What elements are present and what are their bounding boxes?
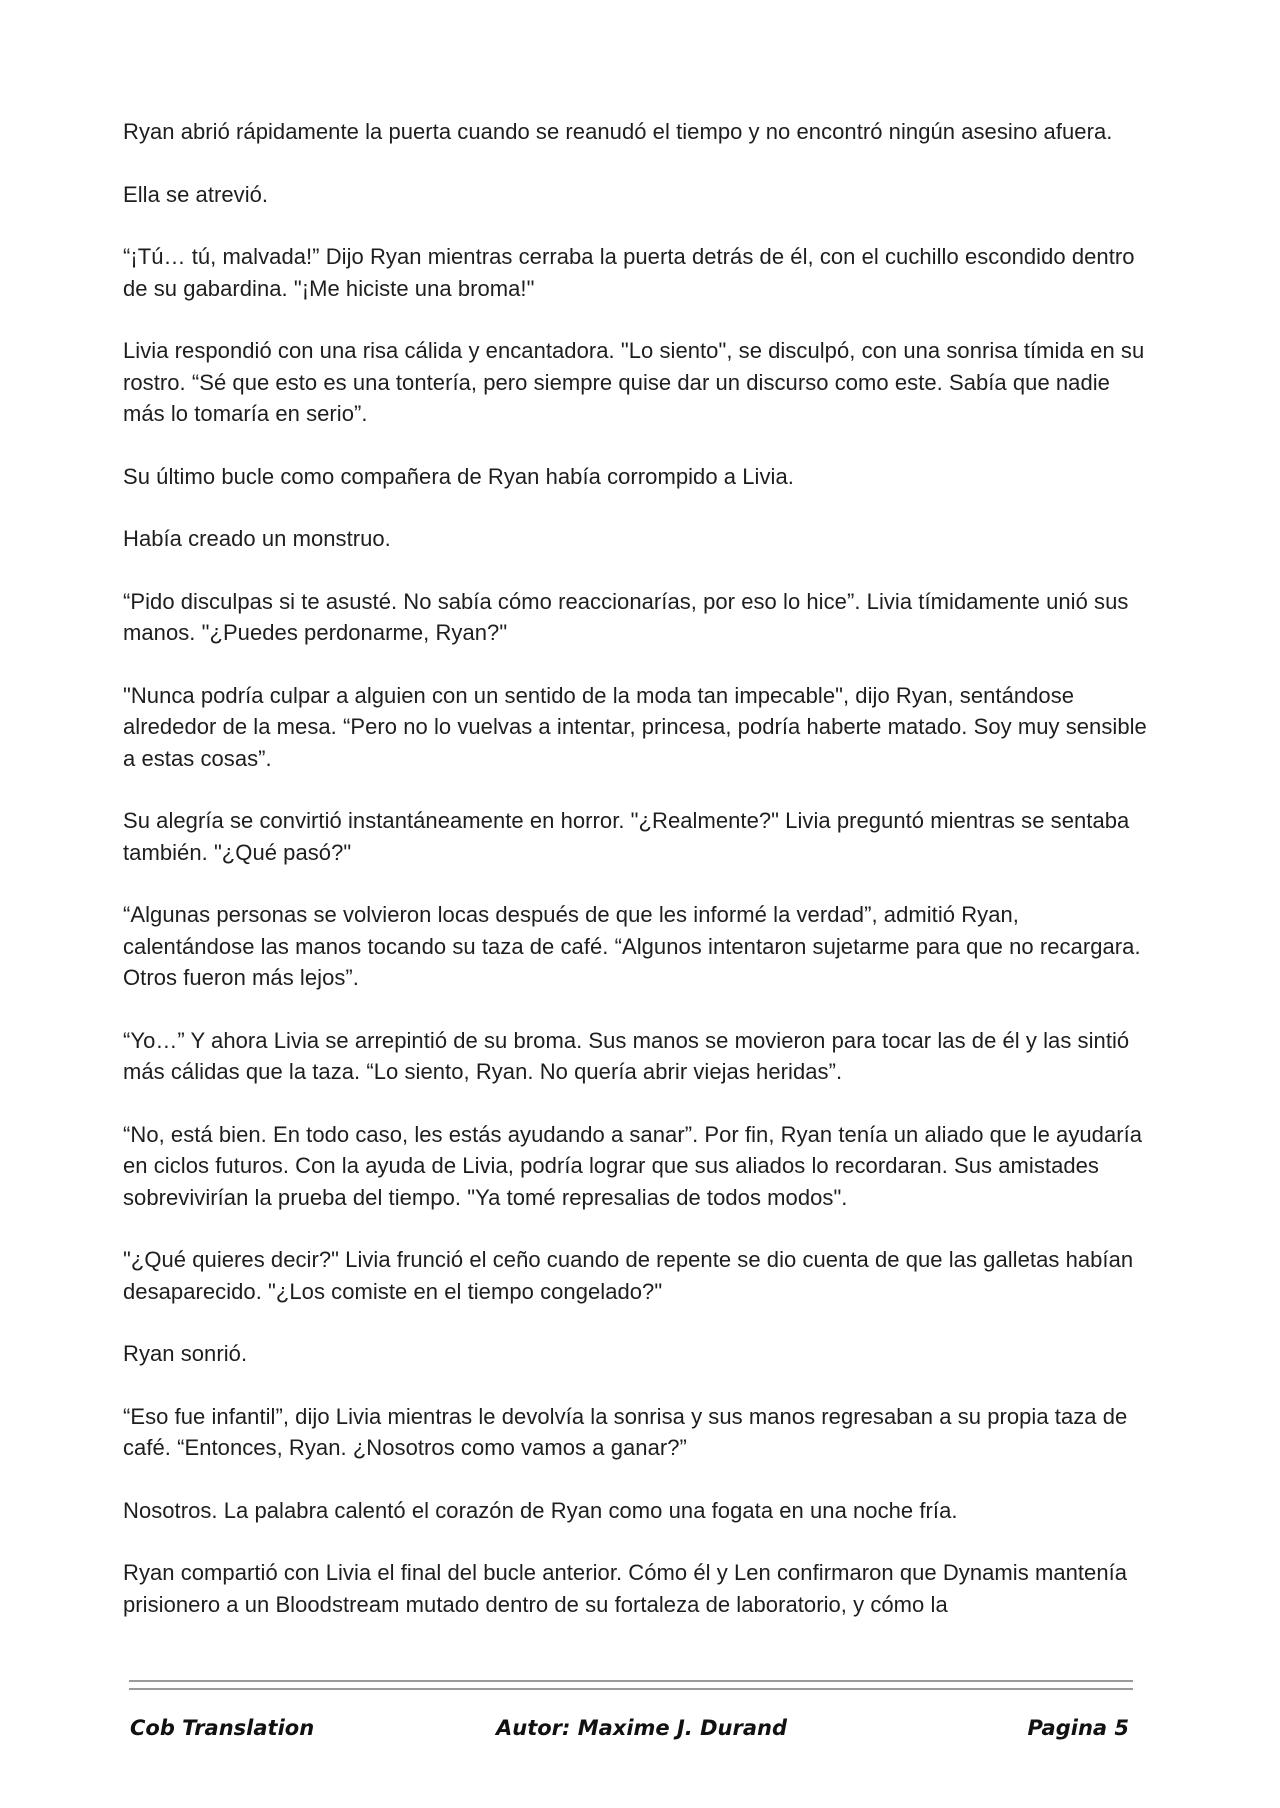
page-footer bbox=[129, 1716, 1133, 1750]
paragraph: “Pido disculpas si te asusté. No sabía cómo reaccionarías, por eso lo hice”. Livia tímidamente unió sus manos. "¿Puedes perdonarme, Ryan?" bbox=[123, 588, 1129, 645]
paragraph: Ryan abrió rápidamente la puerta cuando se reanudó el tiempo y no encontró ningún asesino afuera. bbox=[123, 119, 1113, 144]
paragraph: Livia respondió con una risa cálida y encantadora. "Lo siento", se disculpó, con una sonrisa tímida en su rostro. “Sé que esto es una tontería, pero siempre quise dar un discurso como este. Sabía que nadie más lo tomaría en serio”. bbox=[123, 338, 1145, 426]
paragraph: "Nunca podría culpar a alguien con un sentido de la moda tan impecable", dijo Ryan, sentándose alrededor de la mesa. “Pero no lo vuelvas a intentar, princesa, podría haberte matado. Soy muy sensible a estas cosas”. bbox=[123, 682, 1147, 771]
paragraph: Ryan sonrió. bbox=[123, 1341, 248, 1366]
paragraph: “Yo…” Y ahora Livia se arrepintió de su broma. Sus manos se movieron para tocar las de él y las sintió más cálidas que la taza. “Lo siento, Ryan. No quería abrir viejas heridas”. bbox=[123, 1027, 1130, 1084]
footer-translator: Cob Translation bbox=[130, 1716, 315, 1740]
paragraph: Ella se atrevió. bbox=[123, 181, 269, 207]
paragraph: "¿Qué quieres decir?" Livia frunció el ceño cuando de repente se dio cuenta de que las galletas habían desaparecido. "¿Los comiste en el tiempo congelado?" bbox=[123, 1247, 1134, 1304]
paragraph: “¡Tú… tú, malvada!” Dijo Ryan mientras cerraba la puerta detrás de él, con el cuchillo escondido dentro de su gabardina. "¡Me hiciste una broma!" bbox=[123, 244, 1135, 301]
footer-divider bbox=[129, 1680, 1133, 1682]
page-body bbox=[123, 116, 1148, 1651]
paragraph: Ryan compartió con Livia el final del bucle anterior. Cómo él y Len confirmaron que Dynamis mantenía prisionero a un Bloodstream mutado dentro de su fortaleza de laboratorio, y cómo la bbox=[123, 1560, 1128, 1617]
paragraph: Su último bucle como compañera de Ryan había corrompido a Livia. bbox=[123, 463, 794, 489]
paragraph: “Eso fue infantil”, dijo Livia mientras le devolvía la sonrisa y sus manos regresaban a su propia taza de café. “Entonces, Ryan. ¿Nosotros como vamos a ganar?” bbox=[123, 1403, 1128, 1460]
paragraph: “No, está bien. En todo caso, les estás ayudando a sanar”. Por fin, Ryan tenía un aliado que le ayudaría en ciclos futuros. Con la ayuda de Livia, podría lograr que sus aliados lo recordaran. Sus amistades sobrevivirían la prueba del tiempo. "Ya tomé represalias de todos modos". bbox=[123, 1121, 1143, 1210]
footer-author: Autor: Maxime J. Durand bbox=[496, 1716, 787, 1740]
paragraph: Su alegría se convirtió instantáneamente en horror. "¿Realmente?" Livia preguntó mientras se sentaba también. "¿Qué pasó?" bbox=[123, 808, 1130, 865]
paragraph: Había creado un monstruo. bbox=[123, 526, 391, 551]
paragraph: Nosotros. La palabra calentó el corazón de Ryan como una fogata en una noche fría. bbox=[123, 1497, 958, 1523]
footer-divider bbox=[129, 1688, 1133, 1690]
paragraph: “Algunas personas se volvieron locas después de que les informé la verdad”, admitió Ryan, calentándose las manos tocando su taza de café. “Algunos intentaron sujetarme para que no recargara. Otros fueron más lejos”. bbox=[123, 902, 1141, 990]
footer-page-number: Pagina 5 bbox=[1027, 1716, 1129, 1740]
